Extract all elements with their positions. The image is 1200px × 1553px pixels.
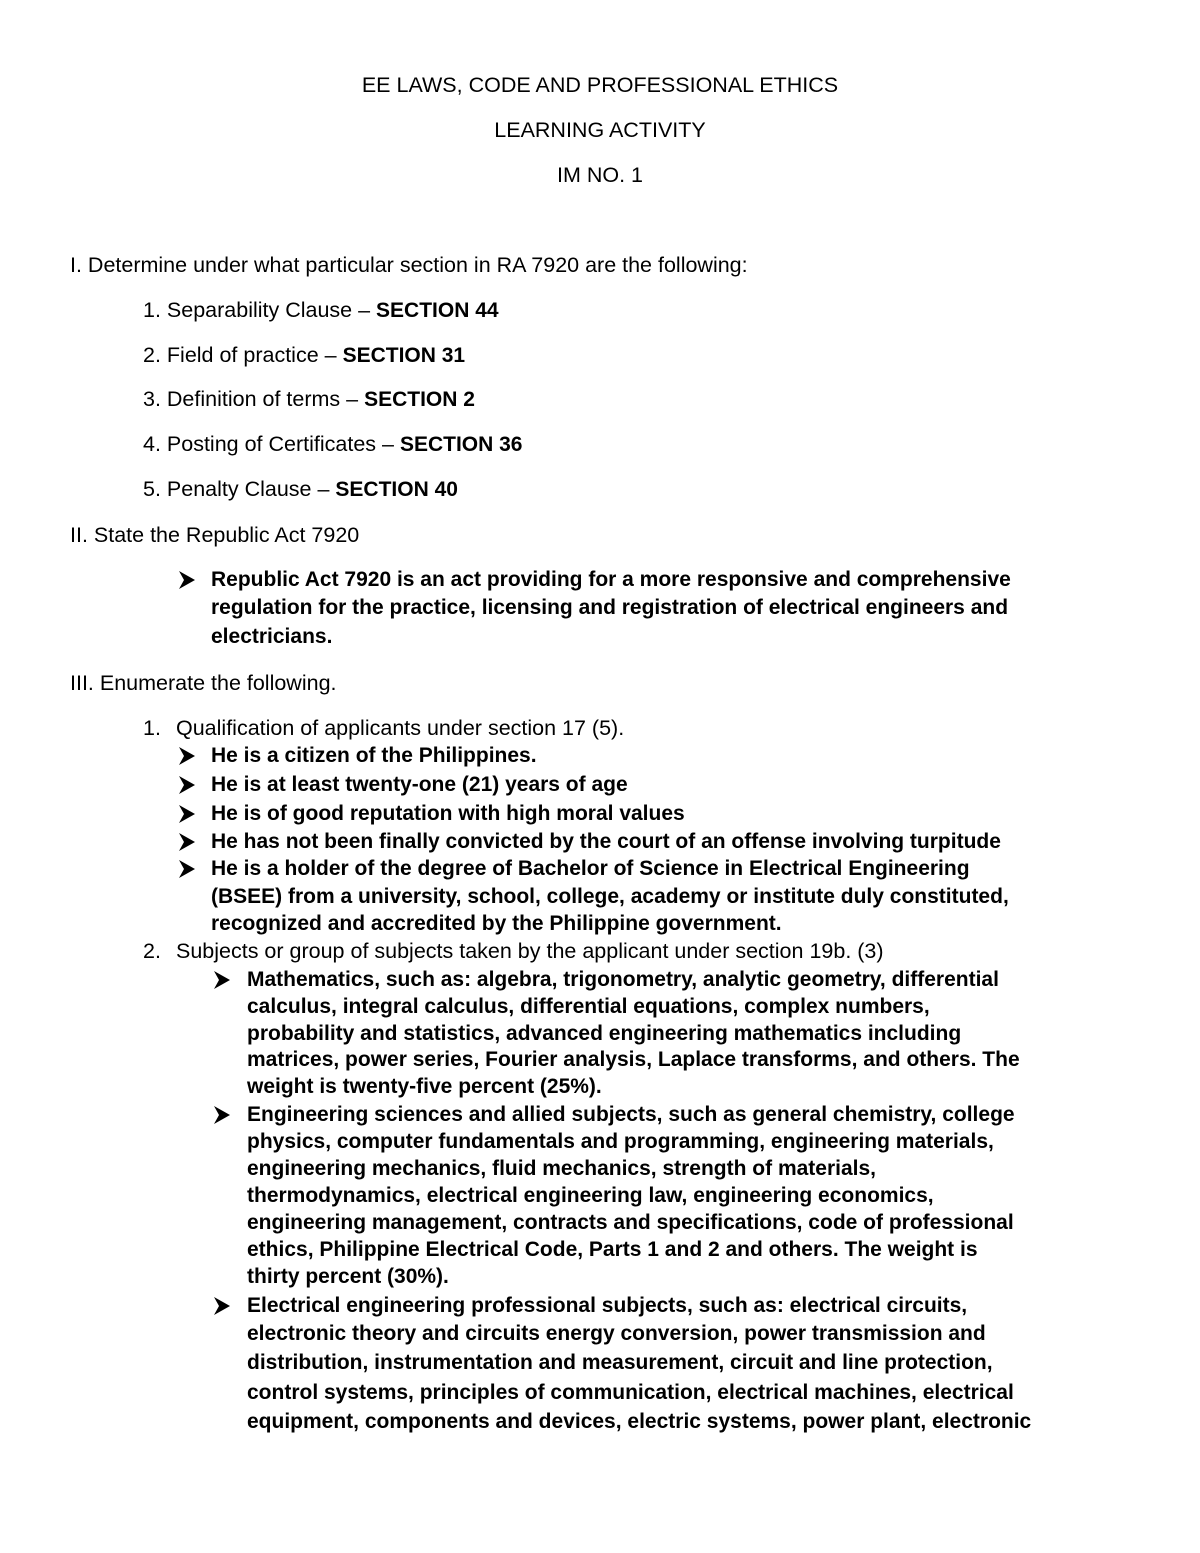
q2-text: Subjects or group of subjects taken by the applicant under section 19b. (3)	[176, 939, 884, 963]
document-title: EE LAWS, CODE AND PROFESSIONAL ETHICS	[361, 73, 839, 97]
item-answer: SECTION 40	[335, 478, 458, 501]
arrow-bullet-icon	[176, 803, 198, 825]
q2-bullet-3-line-2: electronic theory and circuits energy conversion, power transmission and	[247, 1322, 986, 1345]
item-label: 4. Posting of Certificates –	[143, 432, 400, 456]
item-label: 5. Penalty Clause –	[143, 477, 336, 501]
part1-item-4	[143, 430, 522, 459]
part2-answer-line-2: regulation for the practice, licensing and registration of electrical engineers and	[211, 596, 1009, 619]
q2-bullet-2-line-3: engineering mechanics, fluid mechanics, strength of materials,	[247, 1157, 877, 1180]
q2-bullet-3-line-4: control systems, principles of communication, electrical machines, electrical	[247, 1381, 1014, 1404]
document-subtitle: LEARNING ACTIVITY	[494, 118, 706, 142]
part1-item-2	[143, 341, 465, 370]
q1-bullet-5-line-2: (BSEE) from a university, school, college, academy or institute duly constituted,	[211, 885, 1009, 908]
q2-number: 2.	[143, 939, 161, 963]
item-answer: SECTION 44	[376, 299, 499, 322]
q1-bullet-4: He has not been finally convicted by the court of an offense involving turpitude	[211, 830, 1001, 853]
q2-bullet-3-line-5: equipment, components and devices, electric systems, power plant, electronic	[247, 1410, 1032, 1433]
part1-item-1	[143, 296, 499, 325]
part1-item-5	[143, 475, 458, 504]
q2-bullet-2-line-2: physics, computer fundamentals and programming, engineering materials,	[247, 1130, 994, 1153]
item-label: 2. Field of practice –	[143, 343, 343, 367]
q1-bullet-2: He is at least twenty-one (21) years of age	[211, 773, 628, 796]
q2-bullet-2-line-6: ethics, Philippine Electrical Code, Parts 1 and 2 and others. The weight is	[247, 1238, 978, 1261]
q1-number: 1.	[143, 716, 161, 740]
q1-text: Qualification of applicants under section 17 (5).	[176, 716, 625, 740]
q1-bullet-5-line-1: He is a holder of the degree of Bachelor of Science in Electrical Engineering	[211, 857, 970, 880]
q2-bullet-2-line-1: Engineering sciences and allied subjects, such as general chemistry, college	[247, 1103, 1015, 1126]
item-answer: SECTION 36	[399, 433, 523, 456]
q2-bullet-2-line-4: thermodynamics, electrical engineering law, engineering economics,	[247, 1184, 934, 1207]
item-answer: SECTION 31	[342, 344, 466, 367]
q2-bullet-2-line-7: thirty percent (30%).	[247, 1265, 449, 1288]
item-answer: SECTION 2	[364, 388, 475, 411]
part2-heading: II. State the Republic Act 7920	[70, 523, 360, 547]
q1-bullet-1: He is a citizen of the Philippines.	[211, 744, 537, 767]
q2-bullet-1-line-1: Mathematics, such as: algebra, trigonometry, analytic geometry, differential	[247, 968, 999, 991]
part3-heading: III. Enumerate the following.	[70, 671, 337, 695]
arrow-bullet-icon	[176, 774, 198, 796]
arrow-bullet-icon	[211, 1295, 233, 1317]
q2-bullet-1-line-4: matrices, power series, Fourier analysis, Laplace transforms, and others. The	[247, 1048, 1020, 1071]
q2-bullet-1-line-3: probability and statistics, advanced engineering mathematics including	[247, 1022, 962, 1045]
q1-bullet-3: He is of good reputation with high moral values	[211, 802, 685, 825]
q2-bullet-1-line-2: calculus, integral calculus, differential equations, complex numbers,	[247, 995, 930, 1018]
arrow-bullet-icon	[176, 831, 198, 853]
q2-bullet-1-line-5: weight is twenty-five percent (25%).	[247, 1075, 602, 1098]
item-label: 3. Definition of terms –	[143, 387, 365, 411]
arrow-bullet-icon	[176, 745, 198, 767]
arrow-bullet-icon	[176, 569, 198, 591]
q1-bullet-5-line-3: recognized and accredited by the Philippine government.	[211, 912, 782, 935]
part1-heading: I. Determine under what particular section in RA 7920 are the following:	[70, 253, 748, 277]
arrow-bullet-icon	[211, 969, 233, 991]
part1-item-3	[143, 385, 475, 414]
item-label: 1. Separability Clause –	[143, 298, 377, 322]
part2-answer-line-1: Republic Act 7920 is an act providing for a more responsive and comprehensive	[211, 568, 1011, 591]
q2-bullet-3-line-3: distribution, instrumentation and measurement, circuit and line protection,	[247, 1351, 993, 1374]
arrow-bullet-icon	[211, 1104, 233, 1126]
im-number: IM NO. 1	[556, 163, 643, 187]
q2-bullet-3-line-1: Electrical engineering professional subjects, such as: electrical circuits,	[247, 1294, 968, 1317]
part2-answer-line-3: electricians.	[211, 625, 333, 648]
q2-bullet-2-line-5: engineering management, contracts and specifications, code of professional	[247, 1211, 1014, 1234]
arrow-bullet-icon	[176, 858, 198, 880]
